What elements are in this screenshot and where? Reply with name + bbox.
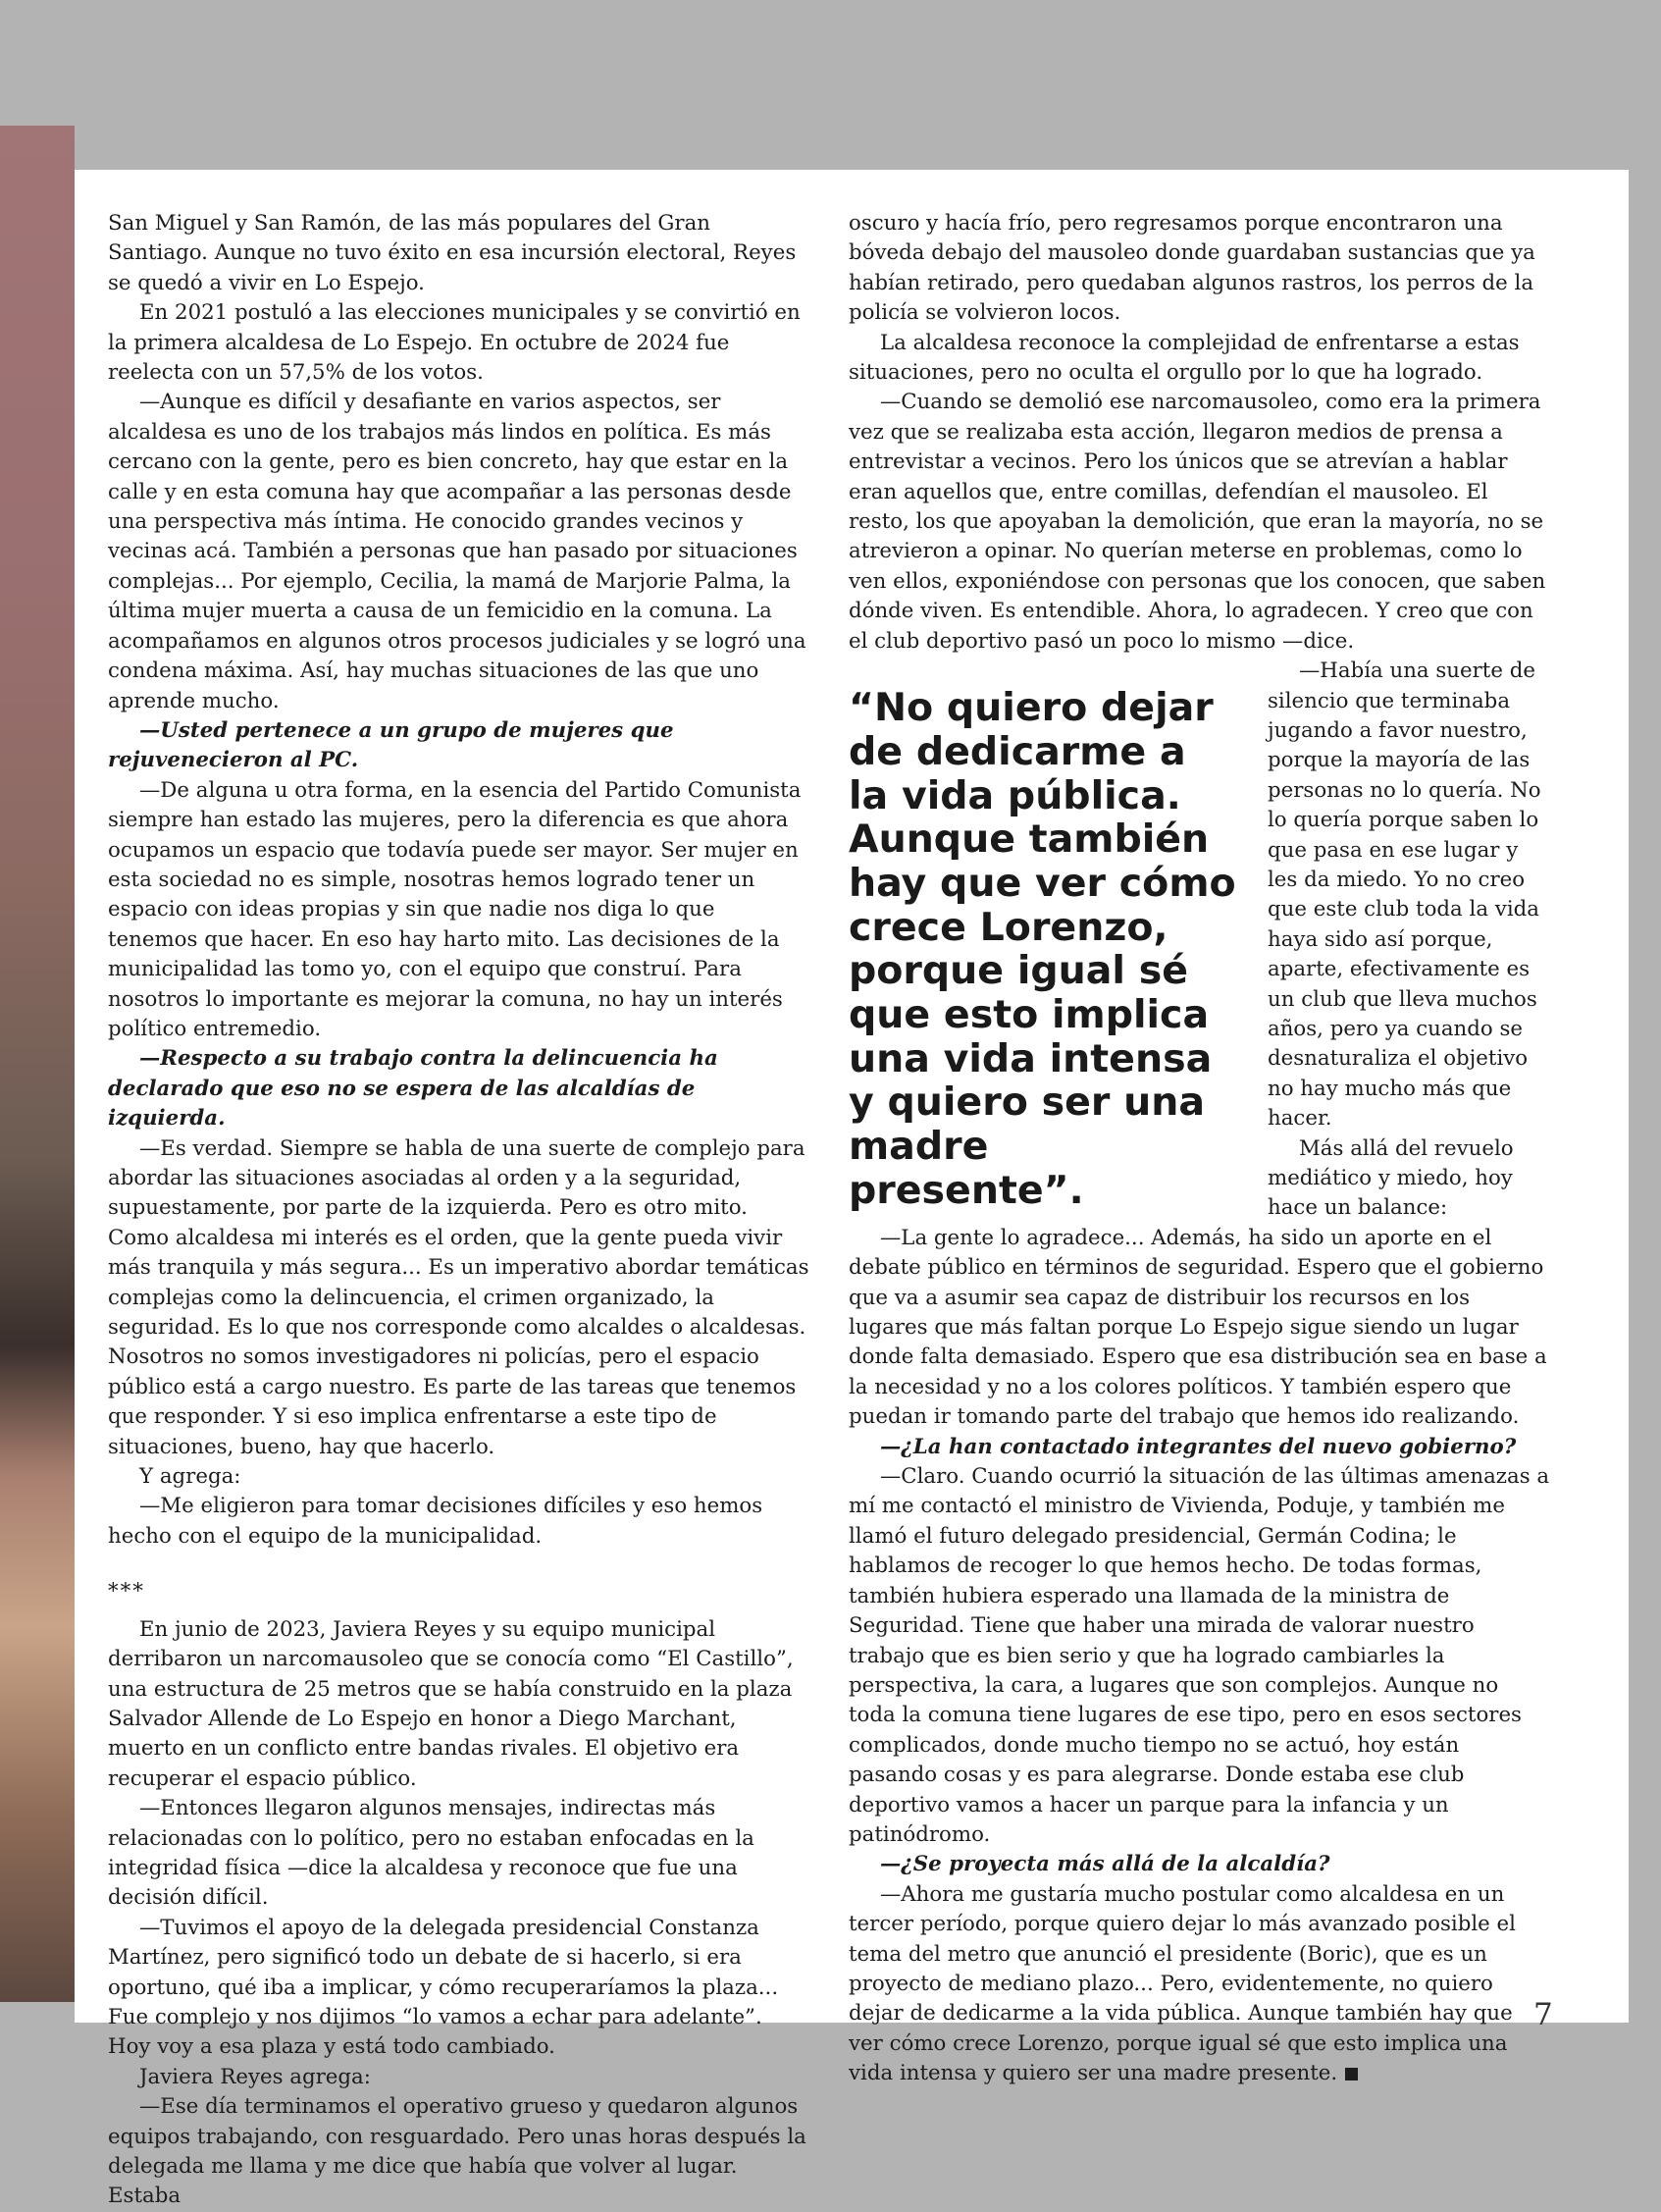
body-paragraph-text: —Ahora me gustaría mucho postular como alcaldesa en un tercer período, porque quiero dejar lo más avanzado posible el tema del metro que anunció el presidente (Boric), que es un proyecto de mediano plazo... Pero, evidentemente, no quiero dejar de dedicarme a la vida pública. Aunque también hay que ver cómo crece Lorenzo, porque igual sé que esto implica una vida intensa y quiero ser una madre presente. [849,1881,1516,2086]
left-column [108,209,809,2212]
right-column-top [849,209,1550,657]
body-paragraph: En 2021 postuló a las elecciones municipales y se convirtió en la primera alcaldesa de Lo Espejo. En octubre de 2024 fue reelecta con un 57,5% de los votos. [108,300,801,386]
body-paragraph: —Entonces llegaron algunos mensajes, indirectas más relacionadas con lo político, pero no estaban enfocadas en la integridad física —dice la alcaldesa y reconoce que fue una decisión difícil. [108,1796,754,1911]
interview-question: —¿Se proyecta más allá de la alcaldía? [880,1852,1330,1877]
body-paragraph: —Tuvimos el apoyo de la delegada presidencial Constanza Martínez, pero significó todo un debate de si hacerlo, si era oportuno, qué iba a implicar, y cómo recuperaríamos la plaza... Fue complejo y nos dijimos “lo vamos a echar para adelante”. Hoy voy a esa plaza y está todo cambiado. [108,1915,779,2060]
body-paragraph: Más allá del revuelo mediático y miedo, hoy hace un balance: [1268,1135,1514,1221]
body-paragraph: En junio de 2023, Javiera Reyes y su equipo municipal derribaron un narcomausoleo que se conocía como “El Castillo”, una estructura de 25 metros que se había construido en la plaza Salvador Allende de Lo Espejo en honor a Diego Marchant, muerto en un conflicto entre bandas rivales. El objetivo era recuperar el espacio público. [108,1616,794,1791]
body-paragraph: —Me eligieron para tomar decisiones difíciles y eso hemos hecho con el equipo de la municipalidad. [108,1494,763,1549]
body-paragraph: Javiera Reyes agrega: [139,2064,371,2089]
body-paragraph: San Miguel y San Ramón, de las más populares del Gran Santiago. Aunque no tuvo éxito en esa incursión electoral, Reyes se quedó a vivir en Lo Espejo. [108,211,797,295]
body-paragraph: —Ese día terminamos el operativo grueso y quedaron algunos equipos trabajando, con resguardado. Pero unas horas después la delegada me llama y me dice que había que volver al lugar. Estaba [108,2094,806,2209]
end-of-article-icon [1345,2068,1358,2080]
interview-question: —¿La han contactado integrantes del nuevo gobierno? [880,1434,1517,1459]
page-number: 7 [1533,1997,1553,2032]
interview-question: —Usted pertenece a un grupo de mujeres que rejuvenecieron al PC. [108,717,674,773]
interview-question: —Respecto a su trabajo contra la delincuencia ha declarado que eso no se espera de las alcaldías de izquierda. [108,1046,718,1132]
body-paragraph [849,1880,1550,2089]
body-paragraph: —Cuando se demolió ese narcomausoleo, como era la primera vez que se realizaba esta acción, llegaron medios de prensa a entrevistar a vecinos. Pero los únicos que se atrevían a hablar eran aquellos que, entre comillas, defendían el mausoleo. El resto, los que apoyaban la demolición, que eran la mayoría, no se atrevieron a opinar. No querían meterse en problemas, como lo ven ellos, exponiéndose con personas que los conocen, que saben dónde viven. Es entendible. Ahora, lo agradecen. Y creo que con el club deportivo pasó un poco lo mismo —dice. [849,390,1546,654]
body-paragraph: Y agrega: [139,1464,241,1490]
cover-photo-strip [0,126,75,2002]
section-separator: *** [108,1579,145,1605]
body-paragraph: La alcaldesa reconoce la complejidad de enfrentarse a estas situaciones, pero no oculta el orgullo por lo que ha logrado. [849,330,1520,386]
body-paragraph: —Aunque es difícil y desafiante en varios aspectos, ser alcaldesa es uno de los trabajos más lindos en política. Es más cercano con la gente, pero es bien concreto, hay que estar en la calle y en esta comuna hay que acompañar a las personas desde una perspectiva más íntima. He conocido grandes vecinos y vecinas acá. También a personas que han pasado por situaciones complejas... Por ejemplo, Cecilia, la mamá de Marjorie Palma, la última mujer muerta a causa de un femicidio en la comuna. La acompañamos en algunos otros procesos judiciales y se logró una condena máxima. Así, hay muchas situaciones de las que uno aprende mucho. [108,390,806,713]
body-paragraph: —De alguna u otra forma, en la esencia del Partido Comunista siempre han estado las mujeres, pero la diferencia es que ahora ocupamos un espacio que todavía puede ser mayor. Ser mujer en esta sociedad no es simple, nosotras hemos logrado tener un espacio con ideas propias y sin que nadie nos diga lo que tenemos que hacer. En eso hay harto mito. Las decisiones de la municipalidad las tomo yo, con el equipo que construí. Para nosotros lo importante es mejorar la comuna, no hay un interés político entremedio. [108,777,802,1041]
right-column [849,209,1550,2089]
body-paragraph: —La gente lo agradece... Además, ha sido un aporte en el debate público en términos de seguridad. Espero que el gobierno que va a asumir sea capaz de distribuir los recursos en los lugares que más faltan porque Lo Espejo sigue siendo un lugar donde falta demasiado. Espero que esa distribución sea en base a la necesidad y no a los colores políticos. Y también espero que puedan ir tomando parte del trabajo que hemos ido realizando. [849,1225,1547,1430]
pull-quote: “No quiero dejar de dedicarme a la vida pública. Aunque también hay que ver cómo crece Lorenzo, porque igual sé que esto implica una vida intensa y quiero ser una madre presente”. [849,685,1236,1213]
article-page [75,170,1629,2209]
body-paragraph: —Había una suerte de silencio que terminaba jugando a favor nuestro, porque la mayoría de las personas no lo quería. No lo quería porque saben lo que pasa en ese lugar y les da miedo. Yo no creo que este club toda la vida haya sido así porque, aparte, efectivamente es un club que lleva muchos años, pero ya cuando se desnaturaliza el objetivo no hay mucho más que hacer. [1268,658,1541,1132]
body-paragraph: —Claro. Cuando ocurrió la situación de las últimas amenazas a mí me contactó el ministro de Vivienda, Poduje, y también me llamó el futuro delegado presidencial, Germán Codina; le hablamos de recoger lo que hemos hecho. De todas formas, también hubiera esperado una llamada de la ministra de Seguridad. Tiene que haber una mirada de valorar nuestro trabajo que es bien serio y que ha logrado cambiarles la perspectiva, la cara, a lugares que son complejos. Aunque no toda la comuna tiene lugares de ese tipo, pero en esos sectores complicados, donde mucho tiempo no se actuó, hoy están pasando cosas y es para alegrarse. Donde estaba ese club deportivo vamos a hacer un parque para la infancia y un patinódromo. [849,1464,1550,1847]
body-paragraph: oscuro y hacía frío, pero regresamos porque encontraron una bóveda debajo del mausoleo donde guardaban sustancias que ya habían retirado, pero quedaban algunos rastros, los perros de la policía se volvieron locos. [849,211,1535,326]
body-paragraph: —Es verdad. Siempre se habla de una suerte de complejo para abordar las situaciones asociadas al orden y a la seguridad, supuestamente, por parte de la izquierda. Pero es otro mito. Como alcaldesa mi interés es el orden, que la gente pueda vivir más tranquila y más segura... Es un imperativo abordar temáticas complejas como la delincuencia, el crimen organizado, la seguridad. Es lo que nos corresponde como alcaldes o alcaldesas. Nosotros no somos investigadores ni policías, pero el espacio público está a cargo nuestro. Es parte de las tareas que tenemos que responder. Y si eso implica enfrentarse a este tipo de situaciones, bueno, hay que hacerlo. [108,1135,809,1459]
